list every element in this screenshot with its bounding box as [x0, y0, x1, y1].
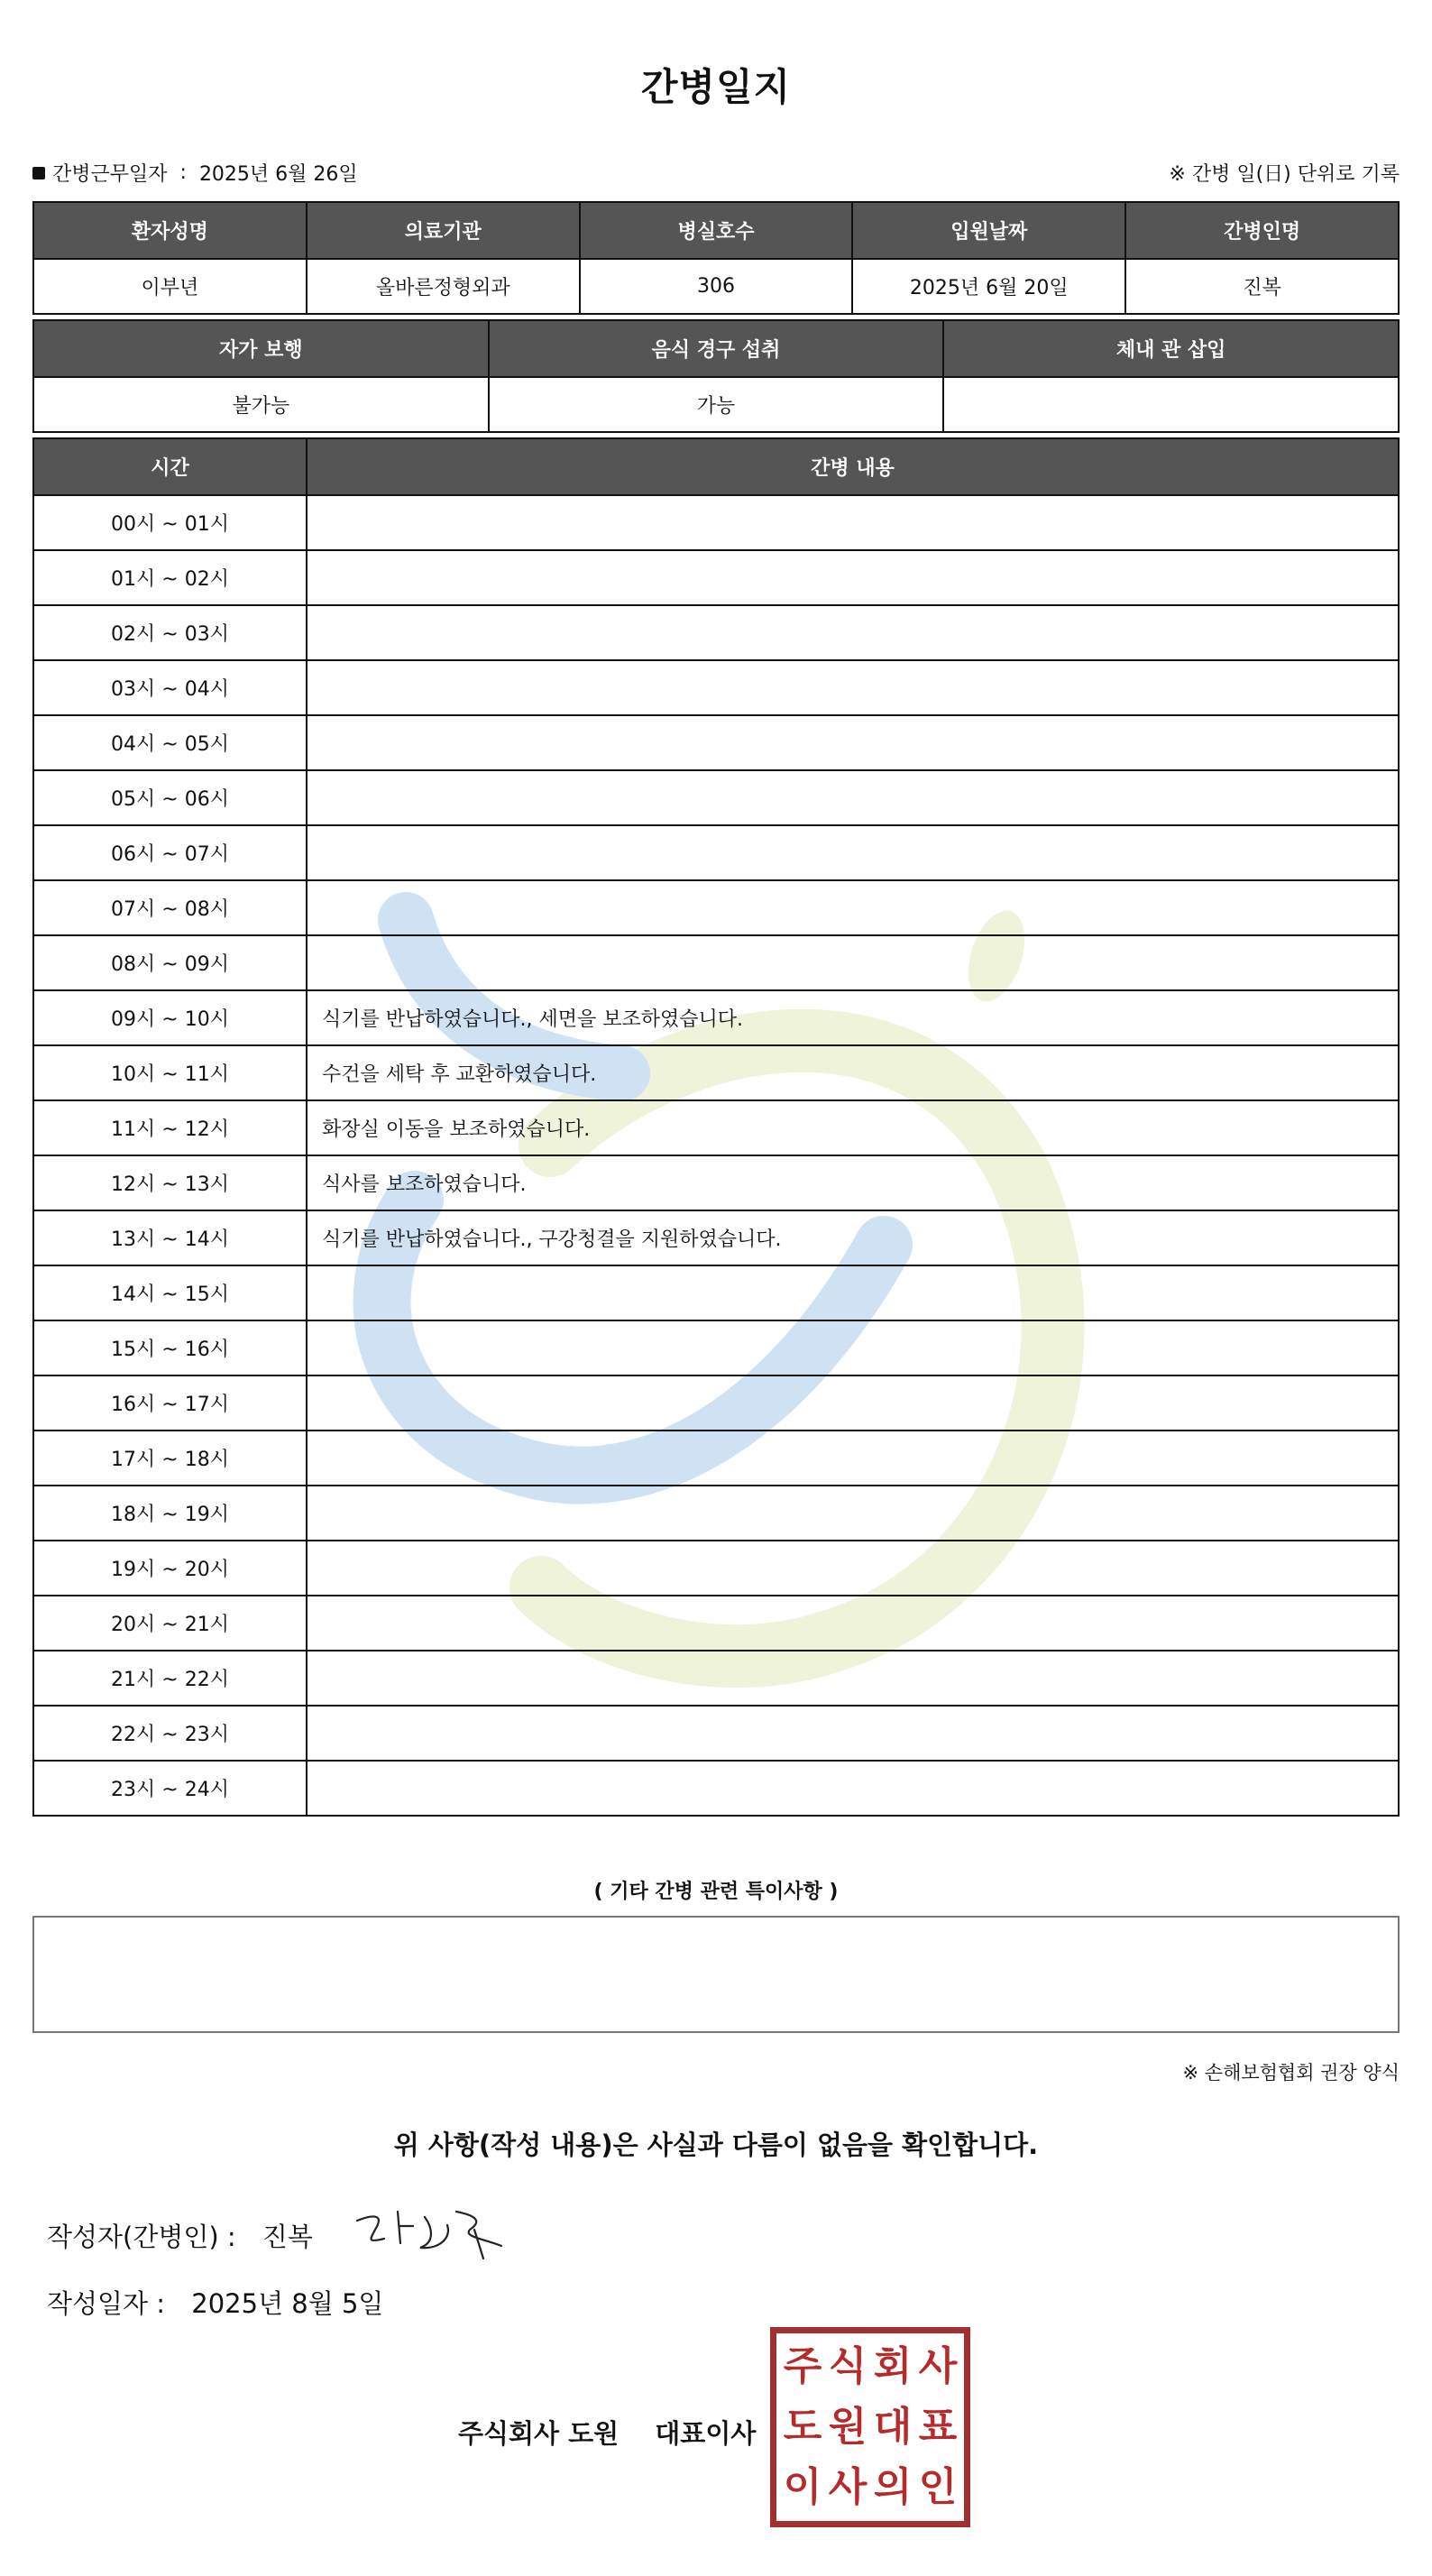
log-row [33, 1210, 1399, 1265]
hospital-name: 올바른정형외과 [307, 259, 580, 314]
log-time: 08시 ~ 09시 [33, 935, 307, 990]
special-notes-title: ( 기타 간병 관련 특이사항 ) [593, 1881, 839, 1903]
log-time: 05시 ~ 06시 [33, 770, 307, 825]
confirmation-statement: 위 사항(작성 내용)은 사실과 다름이 없음을 확인합니다. [393, 2130, 1039, 2160]
log-row [33, 1706, 1399, 1761]
log-time: 18시 ~ 19시 [33, 1486, 307, 1541]
log-row [33, 495, 1399, 550]
header-self-walking: 자가 보행 [33, 320, 489, 377]
header-admission-date: 입원날짜 [852, 202, 1125, 259]
seal-character: 도 [783, 2403, 822, 2450]
log-row [33, 825, 1399, 880]
log-content [307, 1761, 1399, 1816]
log-row [33, 1045, 1399, 1100]
log-time: 21시 ~ 22시 [33, 1651, 307, 1706]
log-time: 19시 ~ 20시 [33, 1541, 307, 1596]
log-row [33, 1541, 1399, 1596]
log-time: 07시 ~ 08시 [33, 880, 307, 935]
written-date-value: 2025년 8월 5일 [191, 2288, 384, 2319]
log-content: 화장실 이동을 보조하였습니다. [307, 1100, 1399, 1155]
log-time: 17시 ~ 18시 [33, 1431, 307, 1486]
seal-character: 원 [828, 2403, 867, 2450]
log-row [33, 1651, 1399, 1706]
log-content [307, 825, 1399, 880]
log-content [307, 935, 1399, 990]
log-row [33, 1375, 1399, 1431]
log-time: 12시 ~ 13시 [33, 1155, 307, 1210]
seal-characters [780, 2337, 960, 2517]
log-time: 14시 ~ 15시 [33, 1265, 307, 1320]
log-row [33, 550, 1399, 605]
header-care-content: 간병 내용 [307, 438, 1399, 495]
log-body [33, 495, 1399, 1816]
log-content [307, 770, 1399, 825]
log-content [307, 1375, 1399, 1431]
log-content: 식기를 반납하였습니다., 구강청결을 지원하였습니다. [307, 1210, 1399, 1265]
patient-name: 이부년 [33, 259, 307, 314]
log-content: 수건을 세탁 후 교환하였습니다. [307, 1045, 1399, 1100]
header-room: 병실호수 [580, 202, 853, 259]
log-content [307, 660, 1399, 715]
writer-label: 작성자(간병인) : [47, 2222, 236, 2252]
company-name: 주식회사 도원 [458, 2418, 620, 2449]
log-time: 15시 ~ 16시 [33, 1320, 307, 1375]
header-time: 시간 [33, 438, 307, 495]
log-row [33, 605, 1399, 660]
log-row [33, 660, 1399, 715]
header-oral-intake: 음식 경구 섭취 [489, 320, 944, 377]
admission-date: 2025년 6월 20일 [852, 259, 1125, 314]
info-value-row [33, 259, 1399, 314]
status-value-row [33, 377, 1399, 432]
seal-character: 인 [918, 2463, 958, 2510]
seal-character: 사 [918, 2343, 958, 2390]
log-time: 22시 ~ 23시 [33, 1706, 307, 1761]
record-note: ※ 간병 일(日) 단위로 기록 [1169, 163, 1400, 186]
info-header-row [33, 202, 1399, 259]
log-time: 20시 ~ 21시 [33, 1596, 307, 1651]
header-patient-name: 환자성명 [33, 202, 307, 259]
header-caregiver: 간병인명 [1125, 202, 1399, 259]
work-date-separator: : [179, 161, 187, 184]
log-header-row [33, 438, 1399, 495]
writer-name: 진복 [262, 2222, 313, 2252]
log-row [33, 770, 1399, 825]
log-time: 03시 ~ 04시 [33, 660, 307, 715]
log-time: 10시 ~ 11시 [33, 1045, 307, 1100]
bullet-square-icon [32, 167, 45, 179]
seal-character: 사 [828, 2463, 867, 2510]
log-content [307, 1431, 1399, 1486]
log-row [33, 1431, 1399, 1486]
log-time: 01시 ~ 02시 [33, 550, 307, 605]
company-role: 대표이사 [655, 2418, 757, 2449]
log-content [307, 1541, 1399, 1596]
log-row [33, 1155, 1399, 1210]
log-row [33, 1486, 1399, 1541]
work-date [32, 159, 358, 187]
seal-character: 표 [918, 2403, 958, 2450]
log-content [307, 1320, 1399, 1375]
log-row [33, 1265, 1399, 1320]
header-tube-insertion: 체내 관 삽입 [943, 320, 1399, 377]
work-date-value: 2025년 6월 26일 [198, 163, 358, 186]
log-content [307, 880, 1399, 935]
form-source-note: ※ 손해보험협회 권장 양식 [1182, 2062, 1400, 2084]
seal-character: 주 [783, 2343, 822, 2390]
log-row [33, 1596, 1399, 1651]
log-time: 11시 ~ 12시 [33, 1100, 307, 1155]
log-content [307, 605, 1399, 660]
log-row [33, 880, 1399, 935]
written-date-line [47, 2284, 383, 2321]
seal-character: 이 [783, 2463, 822, 2510]
log-content [307, 550, 1399, 605]
log-time: 02시 ~ 03시 [33, 605, 307, 660]
log-content [307, 1706, 1399, 1761]
patient-info-table [32, 201, 1400, 315]
document-title: 간병일지 [640, 65, 792, 109]
log-content [307, 495, 1399, 550]
log-content [307, 1651, 1399, 1706]
log-content [307, 1596, 1399, 1651]
log-time: 09시 ~ 10시 [33, 990, 307, 1045]
log-time: 23시 ~ 24시 [33, 1761, 307, 1816]
company-seal-stamp [770, 2327, 970, 2527]
seal-character: 의 [873, 2463, 913, 2510]
self-walking-value: 불가능 [33, 377, 489, 432]
seal-character: 회 [873, 2343, 913, 2390]
oral-intake-value: 가능 [489, 377, 944, 432]
patient-status-table [32, 319, 1400, 433]
log-content [307, 1265, 1399, 1320]
log-row [33, 1100, 1399, 1155]
work-date-label: 간병근무일자 [52, 163, 168, 186]
log-time: 06시 ~ 07시 [33, 825, 307, 880]
header-hospital: 의료기관 [307, 202, 580, 259]
hourly-care-log-table [32, 437, 1400, 1817]
log-content: 식기를 반납하였습니다., 세면을 보조하였습니다. [307, 990, 1399, 1045]
log-content: 식사를 보조하였습니다. [307, 1155, 1399, 1210]
seal-character: 식 [828, 2343, 867, 2390]
writer-line [47, 2217, 313, 2254]
handwritten-signature [348, 2194, 519, 2266]
seal-character: 대 [873, 2403, 913, 2450]
room-number: 306 [580, 259, 853, 314]
log-time: 04시 ~ 05시 [33, 715, 307, 770]
tube-insertion-value [943, 377, 1399, 432]
status-header-row [33, 320, 1399, 377]
caregiver-name: 진복 [1125, 259, 1399, 314]
log-row [33, 1320, 1399, 1375]
company-line [458, 2414, 756, 2451]
log-row [33, 715, 1399, 770]
special-notes-box [32, 1916, 1400, 2033]
log-row [33, 935, 1399, 990]
log-content [307, 715, 1399, 770]
written-date-label: 작성일자 : [47, 2288, 166, 2319]
log-time: 00시 ~ 01시 [33, 495, 307, 550]
log-row [33, 1761, 1399, 1816]
log-row [33, 990, 1399, 1045]
meta-row [32, 159, 1400, 186]
log-content [307, 1486, 1399, 1541]
log-time: 13시 ~ 14시 [33, 1210, 307, 1265]
log-time: 16시 ~ 17시 [33, 1375, 307, 1431]
